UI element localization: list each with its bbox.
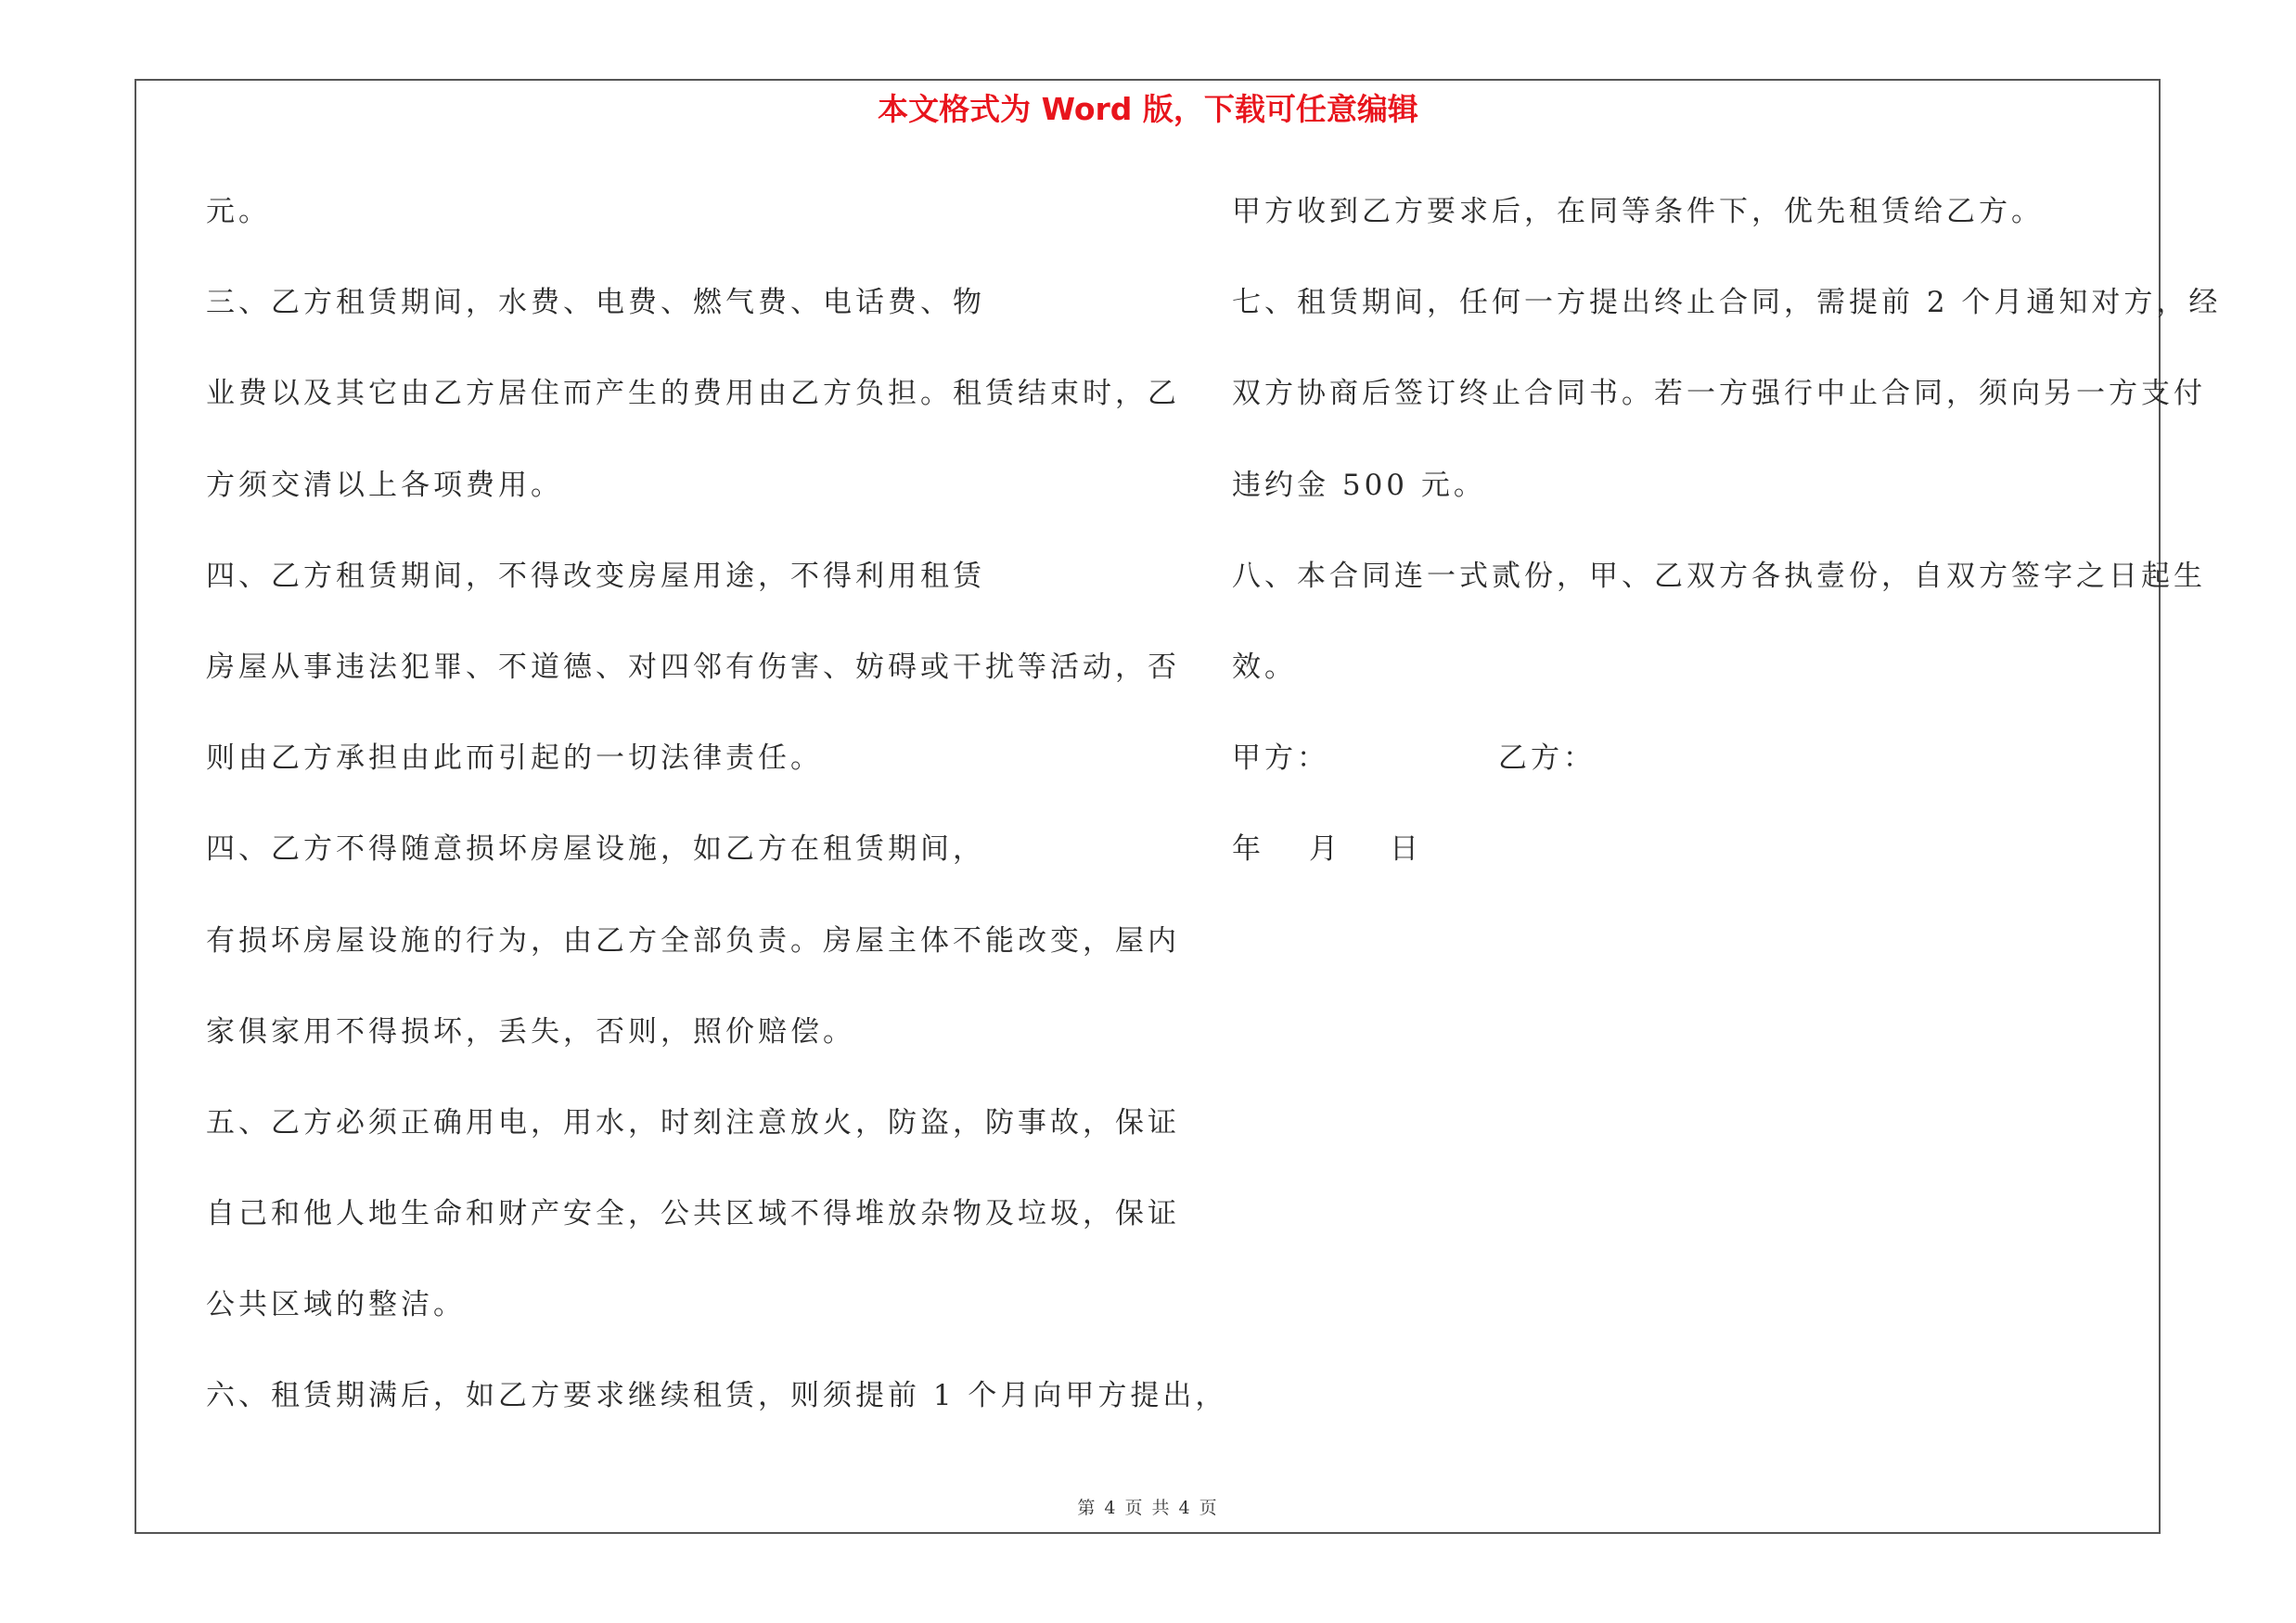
page-footer: 第 4 页 共 4 页 [1077,1498,1219,1518]
text-line: 业费以及其它由乙方居住而产生的费用由乙方负担。租赁结束时，乙 [206,377,1180,411]
text-line: 效。 [1232,650,1297,684]
text-line: 三、乙方租赁期间，水费、电费、燃气费、电话费、物 [206,286,985,320]
date-year: 年 [1232,832,1264,867]
text-line: 四、乙方租赁期间，不得改变房屋用途，不得利用租赁 [206,559,985,593]
text-line: 违约金 500 元。 [1232,468,1486,502]
text-line: 甲方收到乙方要求后，在同等条件下，优先租赁给乙方。 [1232,195,2044,228]
right-column [1232,184,2222,913]
date-day: 日 [1390,832,1422,867]
text-line: 公共区域的整洁。 [206,1288,466,1322]
text-line: 六、租赁期满后，如乙方要求继续租赁，则须提前 1 个月向甲方提出， [206,1379,1228,1413]
text-line: 八、本合同连一式贰份，甲、乙双方各执壹份，自双方签字之日起生 [1232,559,2206,593]
date-month: 月 [1309,832,1341,867]
party-b-label: 乙方： [1498,741,1596,776]
text-line: 四、乙方不得随意损坏房屋设施，如乙方在租赁期间， [206,832,985,867]
date-line [1232,821,2160,912]
party-a-label: 甲方： [1232,741,1329,776]
text-line: 方须交清以上各项费用。 [206,468,563,502]
text-line: 自己和他人地生命和财产安全，公共区域不得堆放杂物及垃圾，保证 [206,1197,1180,1231]
text-line: 七、租赁期间，任何一方提出终止合同，需提前 2 个月通知对方，经 [1232,286,2222,320]
text-line: 元。 [206,195,271,228]
text-line: 五、乙方必须正确用电，用水，时刻注意放火，防盗，防事故，保证 [206,1105,1180,1140]
text-line: 则由乙方承担由此而引起的一切法律责任。 [206,741,823,776]
signature-line [1232,730,2160,821]
header-notice: 本文格式为 Word 版，下载可任意编辑 [878,91,1418,127]
left-column [206,184,1228,1460]
text-line: 有损坏房屋设施的行为，由乙方全部负责。房屋主体不能改变，屋内 [206,923,1180,958]
text-line: 房屋从事违法犯罪、不道德、对四邻有伤害、妨碍或干扰等活动，否 [206,650,1180,684]
text-line: 家俱家用不得损坏，丢失，否则，照价赔偿。 [206,1014,855,1049]
text-line: 双方协商后签订终止合同书。若一方强行中止合同，须向另一方支付 [1232,377,2206,411]
